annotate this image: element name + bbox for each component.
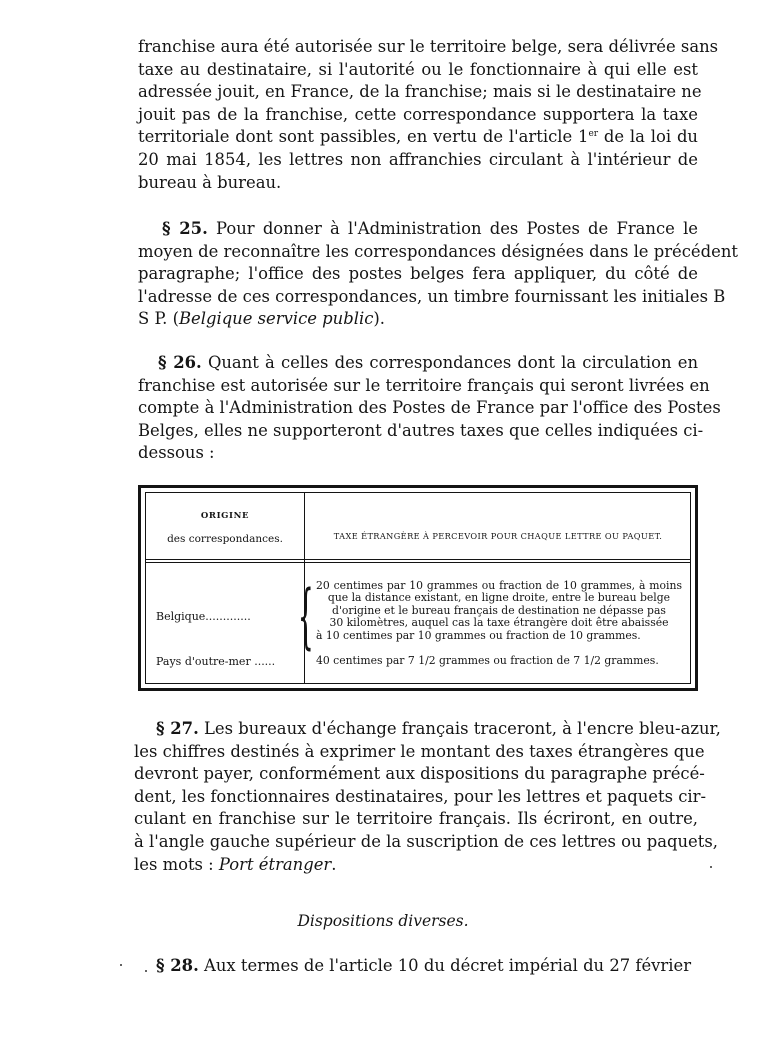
- section-heading: Dispositions diverses.: [297, 912, 469, 930]
- text-line: les mots : Port étranger.: [134, 854, 337, 874]
- text-line: bureau à bureau.: [138, 172, 282, 192]
- section-number: § 28.: [156, 956, 199, 975]
- section-25: [138, 218, 738, 331]
- text-line: l'adresse de ces correspondances, un timbre fournissant les initiales B: [138, 286, 726, 306]
- text-line: que la distance existant, en ligne droite, entre le bureau belge: [327, 591, 671, 605]
- row-origin-outre-mer: Pays d'outre-mer ......: [156, 655, 276, 668]
- row-tax-outre-mer: [316, 655, 682, 667]
- text-line: à l'angle gauche supérieur de la suscription de ces lettres ou paquets,: [134, 831, 718, 851]
- text-line: 20 centimes par 10 grammes ou fraction de 10 grammes, à moins: [316, 579, 682, 592]
- text-line: dent, les fonctionnaires destinataires, pour les lettres et paquets cir-: [134, 786, 707, 806]
- superscript-er: er: [588, 129, 599, 140]
- header-tax: TAXE ÉTRANGÈRE À PERCEVOIR POUR CHAQUE LETTRE OU PAQUET.: [333, 531, 663, 541]
- text-line: devront payer, conformément aux dispositions du paragraphe précé-: [134, 764, 705, 784]
- text-line: Belges, elles ne supporteront d'autres taxes que celles indiquées ci-: [138, 420, 704, 440]
- section-number: § 25.: [162, 219, 208, 238]
- paragraph-continuation: [138, 36, 719, 194]
- header-rule: [146, 562, 690, 563]
- scan-speck: [120, 964, 122, 966]
- text-line: jouit pas de la franchise, cette correspondance supportera la taxe: [138, 104, 698, 124]
- section-27: [134, 718, 721, 876]
- text-line: § 26. Quant à celles des correspondances dont la circulation en: [158, 353, 698, 372]
- header-origin: ORIGINE: [200, 511, 250, 521]
- text-line: franchise aura été autorisée sur le territoire belge, sera délivrée sans: [138, 37, 719, 56]
- row-origin-belgique: Belgique.............: [156, 610, 251, 623]
- scan-speck: [145, 970, 147, 972]
- header-origin-subtitle: des correspondances.: [167, 533, 283, 545]
- section-number: § 27.: [156, 719, 199, 738]
- text-line: territoriale dont sont passibles, en vertu de l'article 1er de la loi du: [138, 127, 698, 147]
- text-line: 30 kilomètres, auquel cas la taxe étrangère doit être abaissée: [329, 616, 669, 630]
- scan-speck: [710, 866, 712, 868]
- italic-text: Port étranger: [218, 854, 332, 874]
- text-line: culant en franchise sur le territoire français. Ils écriront, en outre,: [134, 809, 698, 829]
- text-line: moyen de reconnaître les correspondances désignées dans le précédent: [138, 241, 738, 261]
- tax-table: [138, 485, 698, 691]
- italic-text: Belgique service public: [178, 309, 374, 329]
- section-26: [138, 352, 721, 465]
- text-line: les chiffres destinés à exprimer le montant des taxes étrangères que: [134, 741, 705, 761]
- text-line: § 27. Les bureaux d'échange français traceront, à l'encre bleu-azur,: [156, 719, 721, 738]
- text-line: compte à l'Administration des Postes de France par l'office des Postes: [138, 398, 721, 418]
- text-line: S P. (Belgique service public).: [138, 309, 386, 329]
- section-28: [134, 955, 692, 978]
- text-line: à 10 centimes par 10 grammes ou fraction de 10 grammes.: [316, 628, 641, 642]
- text-line: 20 mai 1854, les lettres non affranchies circulant à l'intérieur de: [138, 149, 698, 169]
- text-line: paragraphe; l'office des postes belges fera appliquer, du côté de: [138, 264, 698, 284]
- section-number: § 26.: [158, 353, 202, 372]
- row-tax-belgique: [316, 580, 682, 642]
- text-line: § 28. Aux termes de l'article 10 du décret impérial du 27 février: [156, 956, 692, 975]
- text-line: taxe au destinataire, si l'autorité ou le fonctionnaire à qui elle est: [138, 59, 698, 79]
- brace-icon: {: [298, 575, 314, 657]
- header-rule: [146, 559, 690, 560]
- text-line: dessous :: [138, 443, 215, 463]
- text-line: d'origine et le bureau français de destination ne dépasse pas: [332, 603, 666, 617]
- table-frame: [145, 492, 691, 684]
- text-line: franchise est autorisée sur le territoire français qui seront livrées en: [138, 375, 710, 395]
- text-line: § 25. Pour donner à l'Administration des Postes de France le: [162, 219, 699, 238]
- text-line: 40 centimes par 7 1/2 grammes ou fraction de 7 1/2 grammes.: [316, 654, 659, 667]
- text-line: adressée jouit, en France, de la franchise; mais si le destinataire ne: [138, 82, 702, 102]
